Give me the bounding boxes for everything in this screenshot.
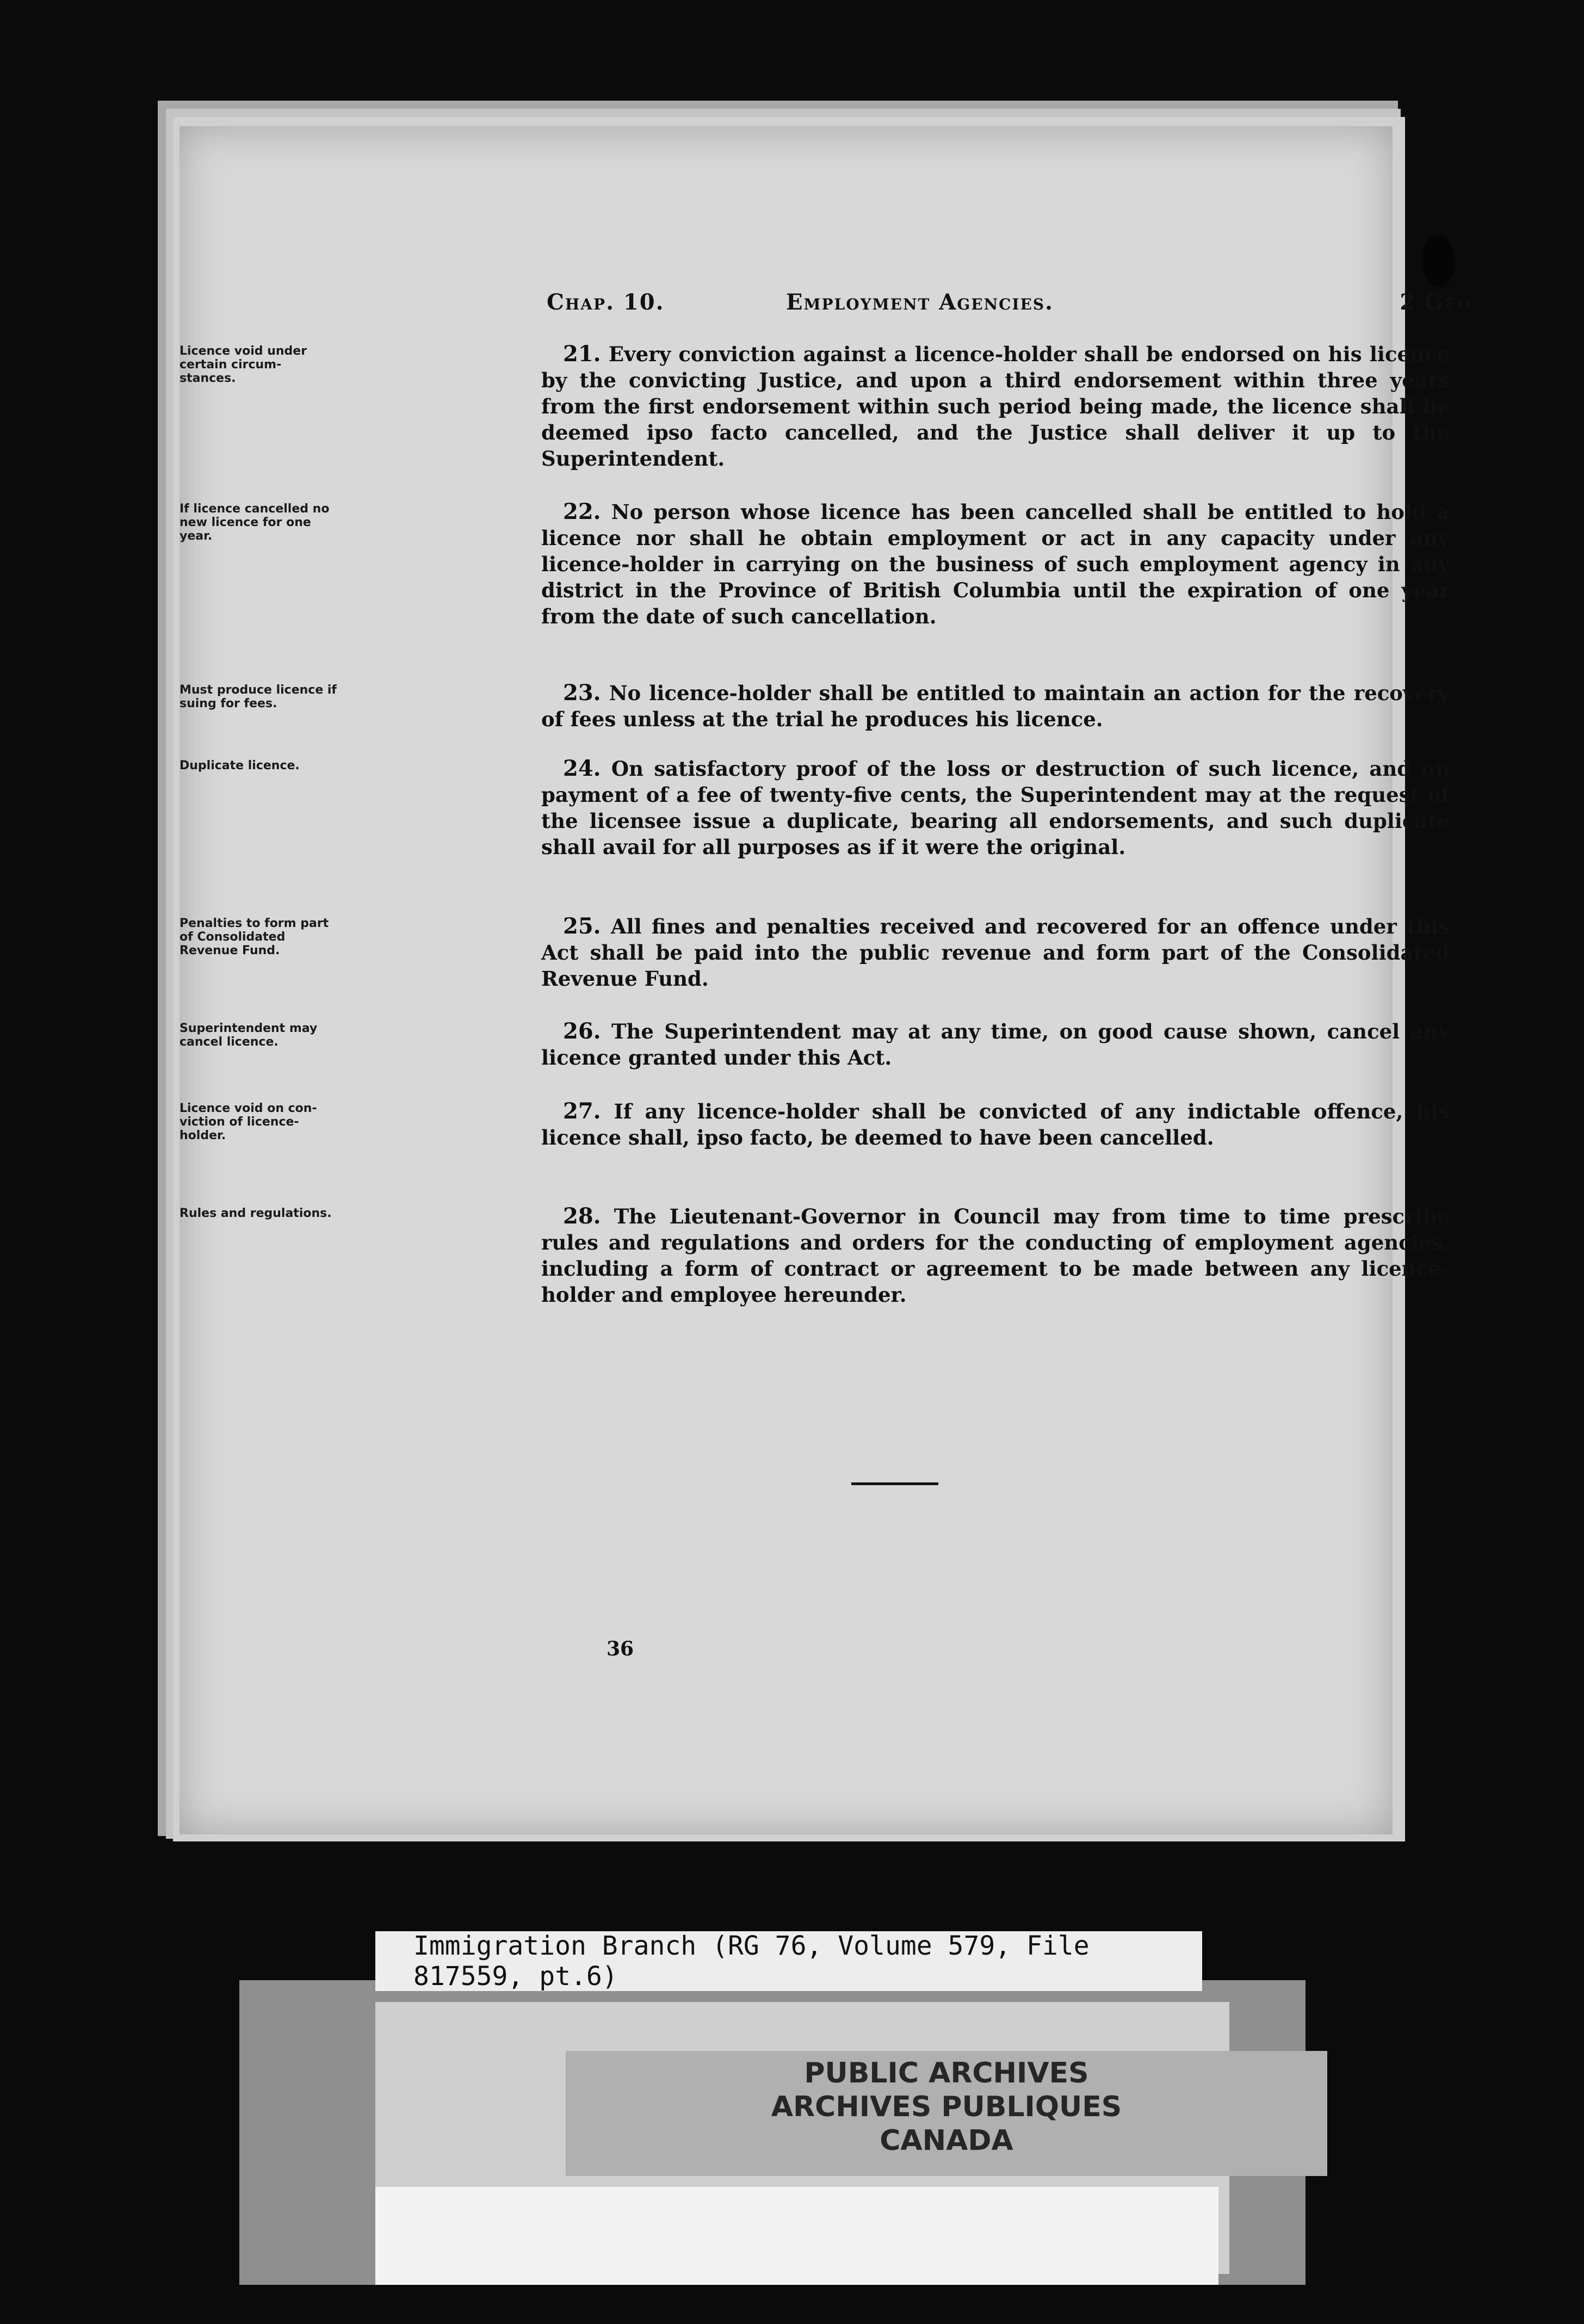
document-page (180, 126, 1471, 1834)
section-number: 27. (563, 1098, 601, 1124)
stamp-line-2: ARCHIVES PUBLIQUES (771, 2091, 1122, 2123)
section-body (541, 1018, 1450, 1071)
margin-note: Licence void under certain circum- stances. (180, 344, 307, 385)
section-text: On satisfactory proof of the loss or destruction of such licence, and on payment of a fee of twenty-five cents, the Superintendent may at the request of the licensee issue a duplicate, bearing all endorsements, and such duplicate shall avail for all purposes as if it were the original. (541, 757, 1450, 859)
end-rule (851, 1482, 938, 1485)
section-text: No person whose licence has been cancelled shall be entitled to hold a licence nor shall he obtain employment or act in any capacity under any licence-holder in carrying on the business of such employment agency in any district in the Province of British Columbia until the expiration of one year from the date of such cancellation. (541, 500, 1450, 628)
header-title: Employment Agencies. (786, 289, 1054, 315)
margin-note: Superintendent may cancel licence. (180, 1022, 318, 1049)
section-body (541, 756, 1450, 860)
margin-note: Penalties to form part of Consolidated Revenue Fund. (180, 917, 329, 957)
archive-reference-text: Immigration Branch (RG 76, Volume 579, File 817559, pt.6) (413, 1931, 1090, 1992)
section-body (541, 1203, 1450, 1308)
stamp-lower-card (375, 2187, 1218, 2285)
section-body (541, 1098, 1450, 1151)
section-number: 26. (563, 1018, 601, 1044)
margin-note: If licence cancelled no new licence for one year. (180, 502, 330, 543)
section-number: 24. (563, 756, 601, 781)
stamp-line-1: PUBLIC ARCHIVES (804, 2057, 1089, 2090)
archive-stamp (609, 2056, 1284, 2158)
section-number: 21. (563, 341, 601, 367)
margin-note: Must produce licence if suing for fees. (180, 683, 337, 710)
margin-note: Licence void on con- viction of licence- holder. (180, 1102, 317, 1142)
section-number: 22. (563, 499, 601, 524)
reign-label: 2 Geo (1400, 289, 1471, 315)
section-body (541, 499, 1450, 629)
margin-note: Duplicate licence. (180, 759, 300, 772)
section-body (541, 913, 1450, 992)
section-text: No licence-holder shall be entitled to maintain an action for the recovery of fees unless at the trial he produces his licence. (541, 681, 1450, 731)
section-text: The Superintendent may at any time, on good cause shown, cancel any licence granted under this Act. (541, 1019, 1450, 1070)
section-number: 25. (563, 913, 601, 939)
running-header (547, 289, 1471, 327)
section-text: All fines and penalties received and recovered for an offence under this Act shall be paid into the public revenue and form part of the Consolidated Revenue Fund. (541, 914, 1450, 991)
section-text: The Lieutenant-Governor in Council may from time to time prescribe rules and regulations and orders for the conducting of employment agencies, including a form of contract or agreement to be made between any licence-holder and employee hereunder. (541, 1204, 1450, 1307)
section-number: 23. (563, 680, 601, 706)
ink-blot (1422, 235, 1455, 287)
chapter-label: Chap. 10. (547, 289, 665, 315)
section-number: 28. (563, 1203, 601, 1229)
page-number: 36 (607, 1637, 634, 1660)
section-body (541, 680, 1450, 732)
archive-reference-label (375, 1931, 1202, 1991)
stamp-line-3: CANADA (880, 2124, 1013, 2157)
section-text: Every conviction against a licence-holder shall be endorsed on his licence by the convicting Justice, and upon a third endorsement within three years from the first endorsement within such period being made, the licence shall be deemed ipso facto cancelled, and the Justice shall deliver it up to the Superintendent. (541, 342, 1450, 471)
section-text: If any licence-holder shall be convicted of any indictable offence, his licence shall, ipso facto, be deemed to have been cancelled. (541, 1099, 1450, 1149)
section-body (541, 341, 1450, 472)
margin-note: Rules and regulations. (180, 1207, 332, 1220)
